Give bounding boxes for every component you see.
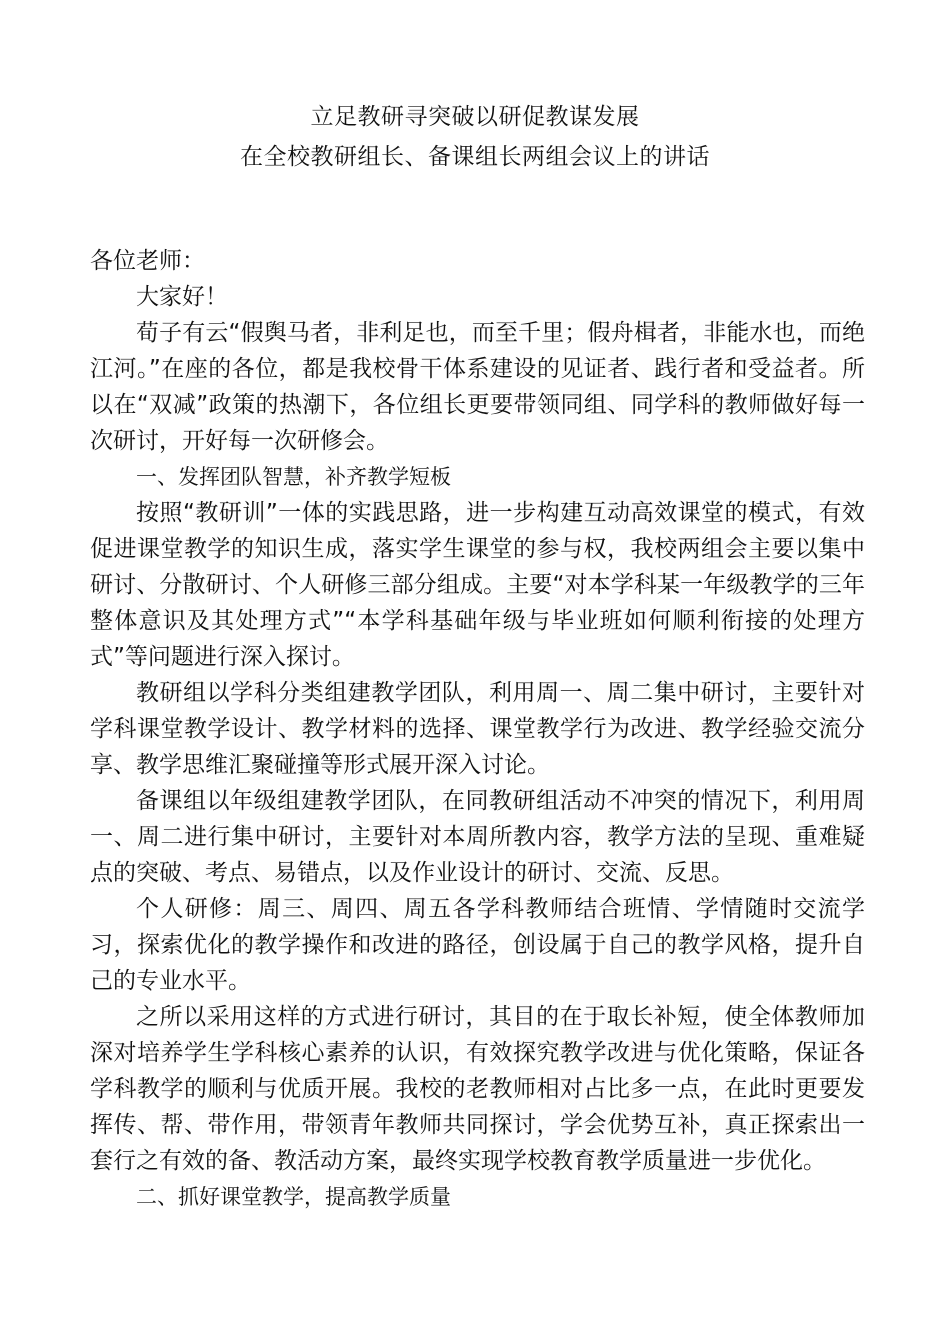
paragraph-method: 按照“教研训”一体的实践思路，进一步构建互动高效课堂的模式，有效促进课堂教学的知识生成，落实学生课堂的参与权，我校两组会主要以集中研讨、分散研讨、个人研修三部分组成。主要“对本学科某一年级教学的三年整体意识及其处理方式”“本学科基础年级与毕业班如何顺利衔接的处理方式”等问题进行深入探讨。	[90, 500, 865, 670]
salutation: 各位老师：	[90, 248, 205, 274]
document-title: 立足教研寻突破以研促教谋发展	[310, 104, 640, 130]
section-heading-2: 二、抓好课堂教学，提高教学质量	[136, 1185, 451, 1209]
document-body	[90, 243, 865, 1215]
section-heading-1: 一、发挥团队智慧，补齐教学短板	[136, 465, 451, 489]
paragraph-teaching-group: 教研组以学科分类组建教学团队，利用周一、周二集中研讨，主要针对学科课堂教学设计、教学材料的选择、课堂教学行为改进、教学经验交流分享、教学思维汇聚碰撞等形式展开深入讨论。	[90, 680, 865, 778]
title-block	[0, 97, 950, 177]
paragraph-greeting: 大家好！	[136, 284, 228, 310]
paragraph-personal-study: 个人研修：周三、周四、周五各学科教师结合班情、学情随时交流学习，探索优化的教学操作和改进的路径，创设属于自己的教学风格，提升自己的专业水平。	[90, 896, 865, 994]
paragraph-lesson-group: 备课组以年级组建教学团队，在同教研组活动不冲突的情况下，利用周一、周二进行集中研讨，主要针对本周所教内容，教学方法的呈现、重难疑点的突破、考点、易错点，以及作业设计的研讨、交流、反思。	[90, 788, 865, 886]
paragraph-quote: 荀子有云“假舆马者，非利足也，而至千里；假舟楫者，非能水也，而绝江河。”在座的各位，都是我校骨干体系建设的见证者、践行者和受益者。所以在“双减”政策的热潮下，各位组长更要带领同组、同学科的教师做好每一次研讨，开好每一次研修会。	[90, 320, 865, 454]
document-subtitle: 在全校教研组长、备课组长两组会议上的讲话	[240, 144, 710, 170]
paragraph-purpose: 之所以采用这样的方式进行研讨，其目的在于取长补短，使全体教师加深对培养学生学科核心素养的认识，有效探究教学改进与优化策略，保证各学科教学的顺利与优质开展。我校的老教师相对占比多一点，在此时更要发挥传、帮、带作用，带领青年教师共同探讨，学会优势互补，真正探索出一套行之有效的备、教活动方案，最终实现学校教育教学质量进一步优化。	[90, 1004, 865, 1174]
